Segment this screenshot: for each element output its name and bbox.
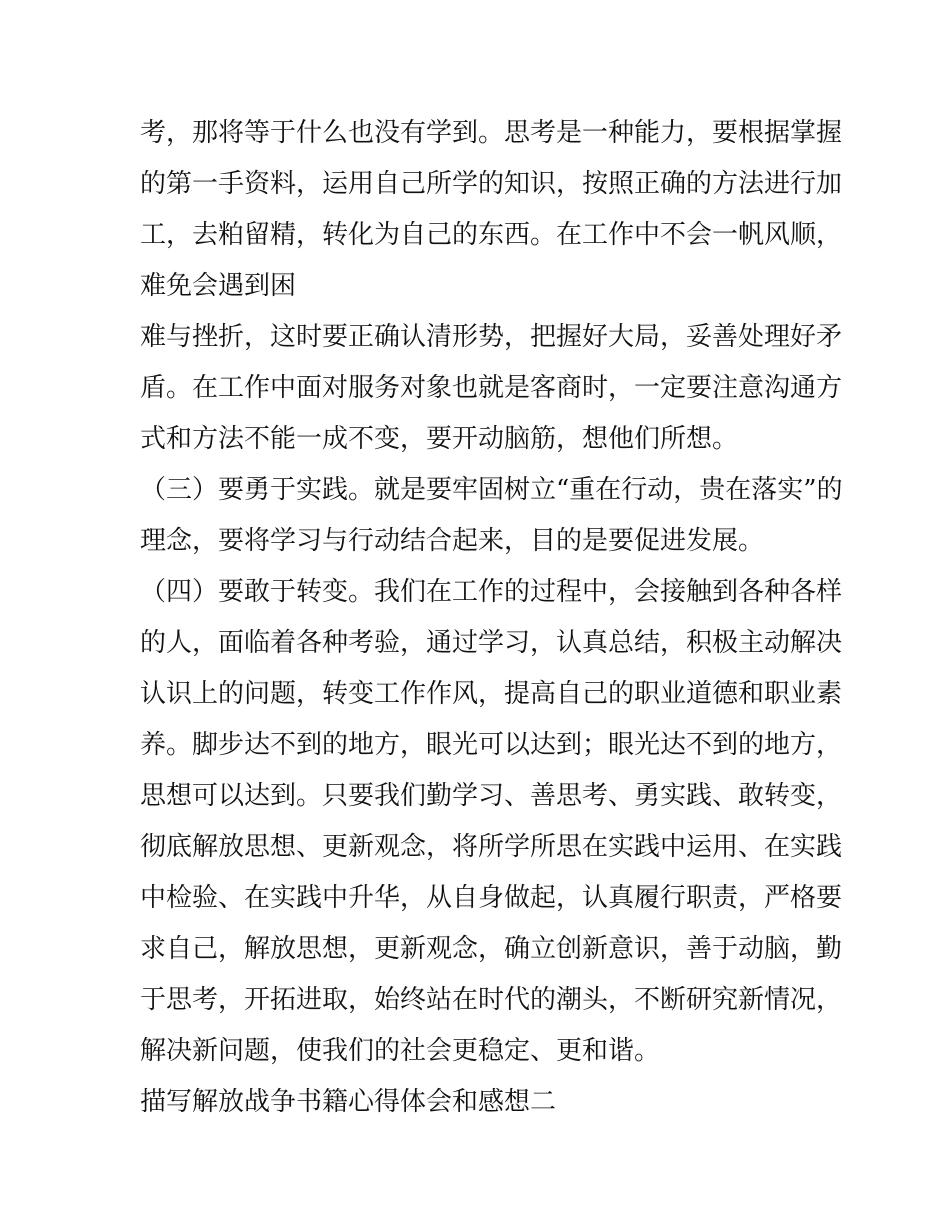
text-line: 彻底解放思想、更新观念，将所学所思在实践中运用、在实践 [140, 832, 843, 862]
text-line: 求自己，解放思想，更新观念，确立创新意识，善于动脑，勤 [140, 934, 843, 964]
document-body [140, 108, 843, 1128]
text-line: 的第一手资料，运用自己所学的知识，按照正确的方法进行加 [140, 169, 843, 199]
text-line: 养。脚步达不到的地方，眼光可以达到；眼光达不到的地方， [140, 730, 843, 760]
text-line: 于思考，开拓进取，始终站在时代的潮头，不断研究新情况， [140, 985, 843, 1015]
text-line: 解决新问题，使我们的社会更稳定、更和谐。 [140, 1036, 661, 1066]
text-line: 思想可以达到。只要我们勤学习、善思考、勇实践、敢转变， [140, 781, 843, 811]
text-line: 工，去粕留精，转化为自己的东西。在工作中不会一帆风顺， [140, 220, 843, 250]
text-line: 难免会遇到困 [140, 271, 297, 301]
text-line: 理念，要将学习与行动结合起来，目的是要促进发展。 [140, 526, 765, 556]
text-line: 式和方法不能一成不变，要开动脑筋，想他们所想。 [140, 424, 739, 454]
text-line: （四）要敢于转变。我们在工作的过程中，会接触到各种各样 [140, 577, 843, 607]
text-line: 的人，面临着各种考验，通过学习，认真总结，积极主动解决 [140, 628, 843, 658]
text-line: 认识上的问题，转变工作作风，提高自己的职业道德和职业素 [140, 679, 843, 709]
text-line: 盾。在工作中面对服务对象也就是客商时，一定要注意沟通方 [140, 373, 843, 403]
text-line: 考，那将等于什么也没有学到。思考是一种能力，要根据掌握 [140, 118, 843, 148]
text-line: （三）要勇于实践。就是要牢固树立“重在行动，贵在落实”的 [140, 475, 843, 505]
text-line: 中检验、在实践中升华，从自身做起，认真履行职责，严格要 [140, 883, 843, 913]
section-heading: 描写解放战争书籍心得体会和感想二 [140, 1087, 557, 1117]
text-line: 难与挫折，这时要正确认清形势，把握好大局，妥善处理好矛 [140, 322, 843, 352]
